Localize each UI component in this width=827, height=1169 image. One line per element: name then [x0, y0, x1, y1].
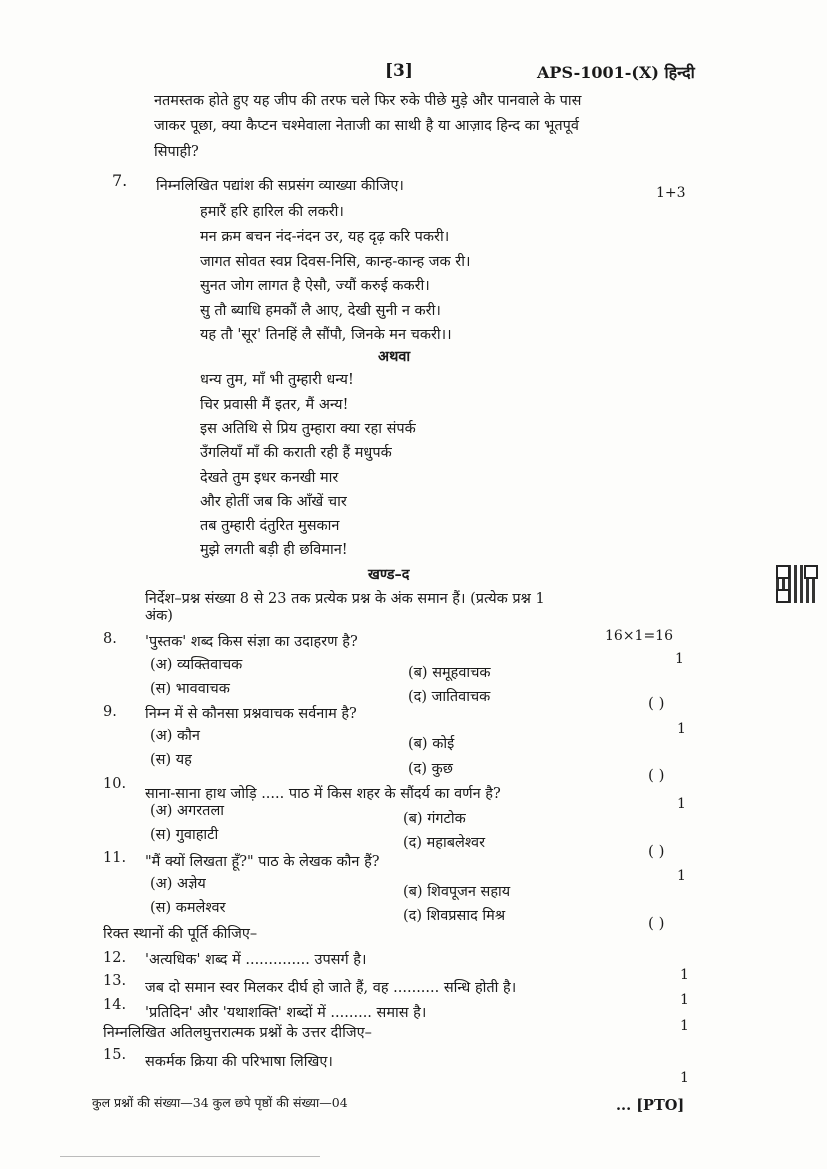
q14-text: 'प्रतिदिन' और 'यथाशक्ति' शब्दों में ......... समास है। [145, 1005, 427, 1021]
q14-number: 14. [103, 997, 127, 1013]
q12-text: 'अत्यधिक' शब्द में .............. उपसर्ग है। [145, 952, 367, 968]
q8-mark: 1 [675, 651, 684, 667]
q7-number: 7. [112, 171, 128, 190]
poem2-line-4: उँगलियाँ माँ की कराती रही हैं मधुपर्क [200, 445, 392, 461]
q9-answer-box[interactable]: ( ) [648, 766, 665, 784]
fill-heading: रिक्त स्थानों की पूर्ति कीजिए– [103, 926, 258, 942]
section-instruction-line-1: निर्देश–प्रश्न संख्या 8 से 23 तक प्रत्येक प्रश्न के अंक समान हैं। (प्रत्येक प्रश्न 1 [145, 591, 545, 607]
paper-code: APS-1001-(X) हिन्दी [537, 63, 695, 82]
poem1-line-6: यह तौ 'सूर' तिनहिं लै सौंपौ, जिनके मन चकरी।। [200, 327, 452, 343]
q14-mark: 1 [680, 1018, 689, 1034]
q10-option-c: (स) गुवाहाटी [150, 827, 219, 843]
q12-number: 12. [103, 950, 127, 966]
poem1-line-3: जागत सोवत स्वप्न दिवस-निसि, कान्ह-कान्ह जक री। [200, 254, 471, 270]
q9-number: 9. [103, 704, 117, 720]
q8-option-c: (स) भाववाचक [150, 681, 230, 697]
q8-text: 'पुस्तक' शब्द किस संज्ञा का उदाहरण है? [145, 634, 358, 650]
q10-option-a: (अ) अगरतला [150, 803, 225, 819]
page-number: [3] [385, 61, 413, 81]
q8-option-b: (ब) समूहवाचक [408, 665, 491, 681]
section-title: खण्ड–द [368, 566, 410, 583]
short-heading: निम्नलिखित अतिलघुत्तरात्मक प्रश्नों के उत्तर दीजिए– [103, 1025, 372, 1041]
q15-mark: 1 [680, 1070, 689, 1086]
poem2-line-3: इस अतिथि से प्रिय तुम्हारा क्या रहा संपर्क [200, 421, 416, 437]
q9-option-d: (द) कुछ [408, 761, 453, 777]
q10-mark: 1 [677, 796, 686, 812]
q11-answer-box[interactable]: ( ) [648, 914, 665, 932]
qr-code [776, 565, 818, 603]
q10-text: साना-साना हाथ जोड़ि ..... पाठ में किस शहर के सौंदर्य का वर्णन है? [145, 786, 501, 802]
q9-text: निम्न में से कौनसा प्रश्नवाचक सर्वनाम है? [145, 706, 357, 722]
poem2-line-7: तब तुम्हारी दंतुरित मुसकान [200, 518, 340, 534]
q11-option-d: (द) शिवप्रसाद मिश्र [403, 908, 506, 924]
poem1-line-4: सुनत जोग लागत है ऐसौ, ज्यौं करुई ककरी। [200, 278, 430, 294]
poem2-line-6: और होतीं जब कि आँखें चार [200, 494, 347, 510]
poem2-line-2: चिर प्रवासी मैं इतर, मैं अन्य! [200, 397, 349, 413]
poem2-line-1: धन्य तुम, माँ भी तुम्हारी धन्य! [200, 372, 354, 388]
q10-number: 10. [103, 776, 127, 792]
section-total-marks: 16×1=16 [605, 628, 673, 644]
q13-number: 13. [103, 973, 127, 989]
q9-mark: 1 [677, 721, 686, 737]
q15-number: 15. [103, 1047, 127, 1063]
q8-number: 8. [103, 631, 117, 647]
q7-text: निम्नलिखित पद्यांश की सप्रसंग व्याख्या कीजिए। [156, 178, 404, 194]
poem1-line-1: हमारैं हरि हारिल की लकरी। [200, 204, 344, 220]
poem2-line-8: मुझे लगती बड़ी ही छविमान! [200, 542, 348, 558]
q9-option-b: (ब) कोई [408, 736, 455, 752]
section-instruction-line-2: अंक) [145, 608, 173, 624]
prev-para-line-3: सिपाही? [154, 144, 199, 160]
q11-option-b: (ब) शिवपूजन सहाय [403, 884, 511, 900]
prev-para-line-2: जाकर पूछा, क्या कैप्टन चश्मेवाला नेताजी का साथी है या आज़ाद हिन्द का भूतपूर्व [154, 118, 579, 134]
q8-answer-box[interactable]: ( ) [648, 694, 665, 712]
footer-counts: कुल प्रश्नों की संख्या—34 कुल छपे पृष्ठों की संख्या—04 [92, 1095, 348, 1110]
q10-answer-box[interactable]: ( ) [648, 842, 665, 860]
or-divider: अथवा [378, 348, 411, 365]
q11-text: "मैं क्यों लिखता हूँ?" पाठ के लेखक कौन हैं? [145, 854, 380, 870]
q13-mark: 1 [680, 992, 689, 1008]
q9-option-a: (अ) कौन [150, 728, 200, 744]
poem1-line-2: मन क्रम बचन नंद-नंदन उर, यह दृढ़ करि पकरी। [200, 229, 450, 245]
page-bottom-rule [60, 1156, 320, 1157]
q11-mark: 1 [677, 868, 686, 884]
q11-option-a: (अ) अज्ञेय [150, 876, 206, 892]
q8-option-d: (द) जातिवाचक [408, 689, 491, 705]
q11-number: 11. [103, 850, 127, 866]
poem1-line-5: सु तौ ब्याधि हमकौं लै आए, देखी सुनी न करी। [200, 303, 441, 319]
q7-marks: 1+3 [656, 185, 686, 201]
q8-option-a: (अ) व्यक्तिवाचक [150, 657, 243, 673]
prev-para-line-1: नतमस्तक होते हुए यह जीप की तरफ चले फिर रुके पीछे मुड़े और पानवाले के पास [154, 93, 582, 109]
footer-pto: ... [PTO] [616, 1097, 685, 1114]
poem2-line-5: देखते तुम इधर कनखी मार [200, 470, 339, 486]
q10-option-d: (द) महाबलेश्वर [403, 835, 486, 851]
q12-mark: 1 [680, 967, 689, 983]
q10-option-b: (ब) गंगटोक [403, 811, 466, 827]
q9-option-c: (स) यह [150, 752, 192, 768]
q11-option-c: (स) कमलेश्वर [150, 900, 226, 916]
q13-text: जब दो समान स्वर मिलकर दीर्घ हो जाते हैं, वह .......... सन्धि होती है। [145, 980, 517, 996]
q15-text: सकर्मक क्रिया की परिभाषा लिखिए। [145, 1054, 333, 1070]
